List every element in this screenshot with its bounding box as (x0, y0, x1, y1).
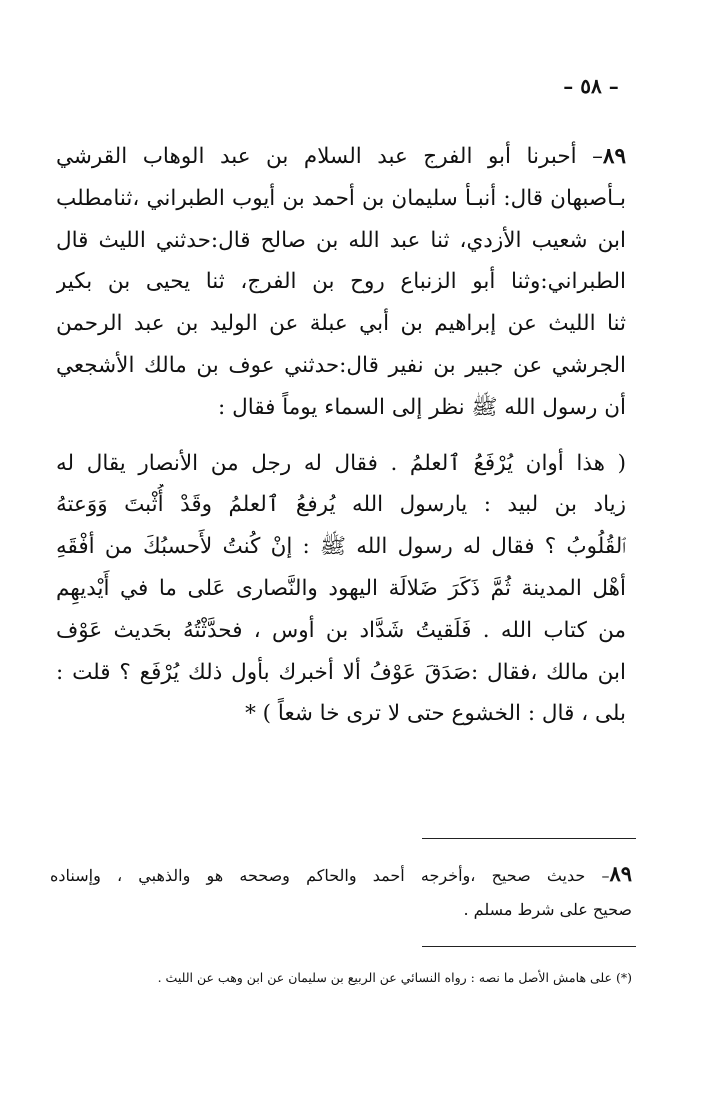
hadith-line: بـأصبهان قال: أنبـأ سليمان بن أحمد بن أيوب الطبراني ،ثنامطلب (56, 185, 626, 211)
hadith-line: ابن شعيب الأزدي، ثنا عبد الله بن صالح قال:حدثني الليث قال (56, 227, 626, 253)
hadith-line (56, 136, 626, 178)
hadith-text-line: من كتاب الله . فَلَقيتُ شَدَّاد بن أوس ، فحدَّثْتُهُ بحَديث عَوْف (56, 617, 626, 643)
margin-note: (*) على هامش الأصل ما نصه : رواه النسائي عن الربيع بن سليمان عن ابن وهب عن الليث . (157, 970, 632, 985)
hadith-line: أن رسول الله ﷺ نظر إلى السماء يوماً فقال : (218, 394, 626, 420)
footnote-separator (422, 838, 636, 839)
hadith-text-line: بلى ، قال : الخشوع حتى لا ترى خا شعاً ) * (245, 701, 626, 727)
footnote-line (50, 856, 632, 892)
hadith-number: ٨٩ (602, 144, 626, 169)
hadith-text (56, 136, 626, 735)
hadith-text-line: زياد بن لبيد : يارسول الله يُرفعُ ٱلعلمُ وقَدْ أُثْبتَ وَوَعتهُ (56, 492, 626, 518)
hadith-line: الجرشي عن جبير بن نفير قال:حدثني عوف بن مالك الأشجعي (56, 352, 626, 378)
page-number: – ٥٨ – (563, 74, 619, 98)
hadith-text-line: ابن مالك ،فقال :صَدَقَ عَوْفُ ألا أخبرك بأول ذلك يُرْفَع ؟ قلت : (56, 659, 626, 685)
hadith-text-line: أهْل المدينة ثُمَّ ذَكَرَ ضَلالَة اليهود والنَّصارى عَلى ما في أَيْديهِم (56, 575, 626, 601)
hadith-line: ثنا الليث عن إبراهيم بن أبي عبلة عن الوليد بن عبد الرحمن (56, 311, 626, 337)
footnote-number: ٨٩ (609, 861, 632, 886)
margin-note-separator (422, 946, 636, 947)
hadith-line-text: – أحبرنا أبو الفرج عبد السلام بن عبد الوهاب القرشي (56, 144, 603, 169)
footnote (50, 856, 632, 928)
hadith-text-line: ( هذا أوان يُرْفَعُ ٱلعلمُ . فقال له رجل من الأنصار يقال له (56, 450, 626, 476)
hadith-text-line: ٱلقُلُوبُ ؟ فقال له رسول الله ﷺ : إنْ كُنتُ لأَحسبُكَ من أفْقَهِ (56, 534, 626, 560)
footnote-line: صحيح على شرط مسلم . (463, 900, 632, 919)
footnote-line-text: – حديث صحيح ،وأخرجه أحمد والحاكم وصححه هو والذهبي ، وإسناده (50, 866, 610, 885)
hadith-line: الطبراني:وثنا أبو الزنباع روح بن الفرج، ثنا يحيى بن بكير (56, 269, 626, 295)
